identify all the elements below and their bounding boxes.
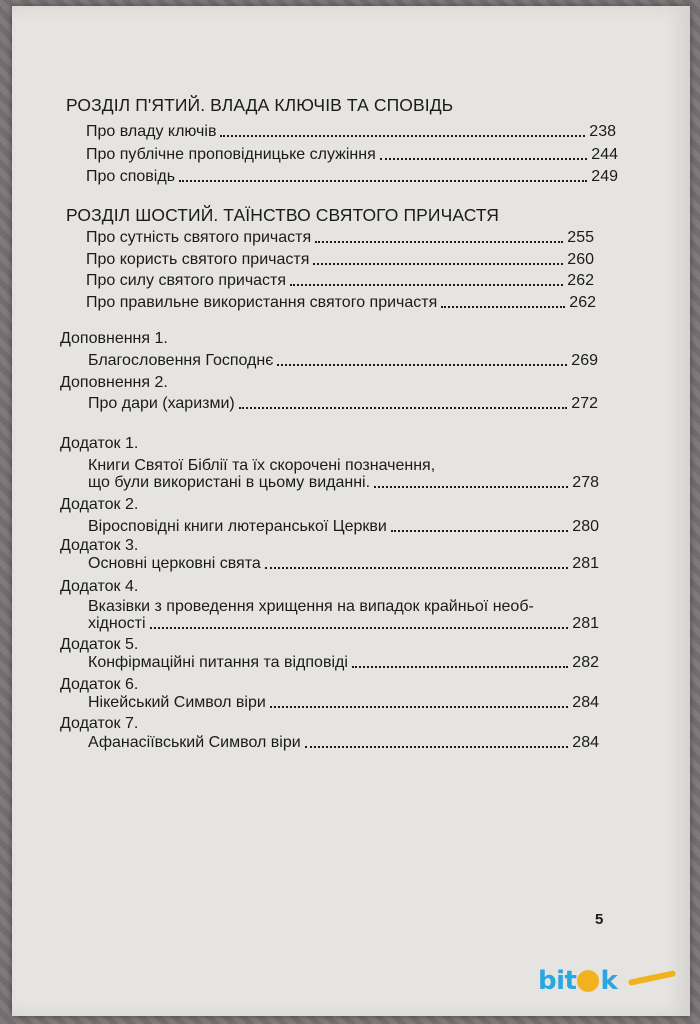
entry-page: 272: [571, 395, 598, 412]
entry-title: що були використані в цьому виданні.: [88, 474, 371, 491]
entry-page: 262: [569, 294, 596, 311]
toc-entry: [86, 272, 594, 290]
leader-dots: [441, 305, 565, 308]
entry-page: 269: [571, 352, 598, 369]
entry-title: Про публічне проповідницьке служіння: [86, 146, 376, 163]
entry-title: Благословення Господнє: [88, 352, 274, 369]
toc-entry: [88, 555, 599, 573]
entry-page: 281: [572, 555, 599, 572]
toc-entry: [88, 734, 599, 752]
page-number: 5: [595, 911, 604, 928]
leader-dots: [277, 363, 567, 366]
entry-page: 255: [567, 229, 594, 246]
leader-dots: [315, 240, 563, 243]
leader-dots: [220, 134, 585, 137]
toc-entry: [88, 654, 599, 672]
watermark-text: bit: [538, 966, 577, 996]
toc-entry: [88, 474, 599, 492]
leader-dots: [380, 157, 588, 160]
entry-page: 284: [572, 694, 599, 711]
appendix-heading: Додаток 6.: [60, 676, 139, 693]
leader-dots: [313, 262, 563, 265]
entry-title-line: Книги Святої Біблії та їх скорочені позначення,: [88, 457, 436, 474]
entry-title: Нікейський Символ віри: [88, 694, 266, 711]
leader-dots: [290, 283, 563, 286]
entry-title: Про сповідь: [86, 168, 176, 185]
toc-entry: [86, 251, 594, 269]
entry-title: хідності: [88, 615, 146, 632]
book-page: [12, 6, 690, 1016]
supplement-heading: Доповнення 2.: [60, 374, 168, 391]
entry-page: 284: [572, 734, 599, 751]
toc-entry: [86, 294, 596, 312]
leader-dots: [179, 179, 587, 182]
entry-title: Про дари (харизми): [88, 395, 235, 412]
toc-entry: [88, 615, 599, 633]
leader-dots: [391, 529, 568, 532]
entry-page: 280: [572, 518, 599, 535]
entry-title: Про владу ключів: [86, 123, 217, 140]
hand-icon: [577, 970, 599, 992]
entry-page: 260: [567, 251, 594, 268]
entry-page: 238: [589, 123, 616, 140]
toc-entry: [88, 395, 598, 413]
appendix-heading: Додаток 5.: [60, 636, 139, 653]
toc-entry: [86, 229, 594, 247]
appendix-heading: Додаток 1.: [60, 435, 139, 452]
entry-page: 278: [572, 474, 599, 491]
entry-title: Про правильне використання святого причастя: [86, 294, 438, 311]
entry-title: Про силу святого причастя: [86, 272, 287, 289]
toc-entry: [88, 694, 599, 712]
toc-entry: [86, 168, 618, 186]
entry-page: 282: [572, 654, 599, 671]
toc-entry: [88, 352, 598, 370]
leader-dots: [305, 745, 569, 748]
entry-page: 249: [591, 168, 618, 185]
leader-dots: [270, 705, 568, 708]
appendix-heading: Додаток 4.: [60, 578, 139, 595]
entry-page: 244: [591, 146, 618, 163]
leader-dots: [150, 626, 569, 629]
entry-title-line: Вказівки з проведення хрищення на випадок крайньої необ-: [88, 598, 534, 615]
entry-page: 262: [567, 272, 594, 289]
supplement-heading: Доповнення 1.: [60, 330, 168, 347]
watermark-text: k: [600, 966, 618, 996]
entry-title: Про користь святого причастя: [86, 251, 310, 268]
appendix-heading: Додаток 2.: [60, 496, 139, 513]
watermark-logo: [538, 966, 617, 996]
entry-title: Конфірмаційні питання та відповіді: [88, 654, 348, 671]
chapter-five-title: РОЗДІЛ П'ЯТИЙ. ВЛАДА КЛЮЧІВ ТА СПОВІДЬ: [66, 95, 454, 115]
appendix-heading: Додаток 7.: [60, 715, 139, 732]
toc-entry: [86, 146, 618, 164]
toc-entry: [88, 518, 599, 536]
entry-title: Про сутність святого причастя: [86, 229, 312, 246]
leader-dots: [374, 485, 568, 488]
leader-dots: [239, 406, 568, 409]
toc-entry: [86, 123, 616, 141]
entry-page: 281: [572, 615, 599, 632]
appendix-heading: Додаток 3.: [60, 537, 139, 554]
entry-title: Основні церковні свята: [88, 555, 261, 572]
entry-title: Афанасіївський Символ віри: [88, 734, 301, 751]
leader-dots: [352, 665, 568, 668]
entry-title: Віросповідні книги лютеранської Церкви: [88, 518, 387, 535]
chapter-six-title: РОЗДІЛ ШОСТИЙ. ТАЇНСТВО СВЯТОГО ПРИЧАСТЯ: [66, 205, 500, 225]
leader-dots: [265, 566, 569, 569]
